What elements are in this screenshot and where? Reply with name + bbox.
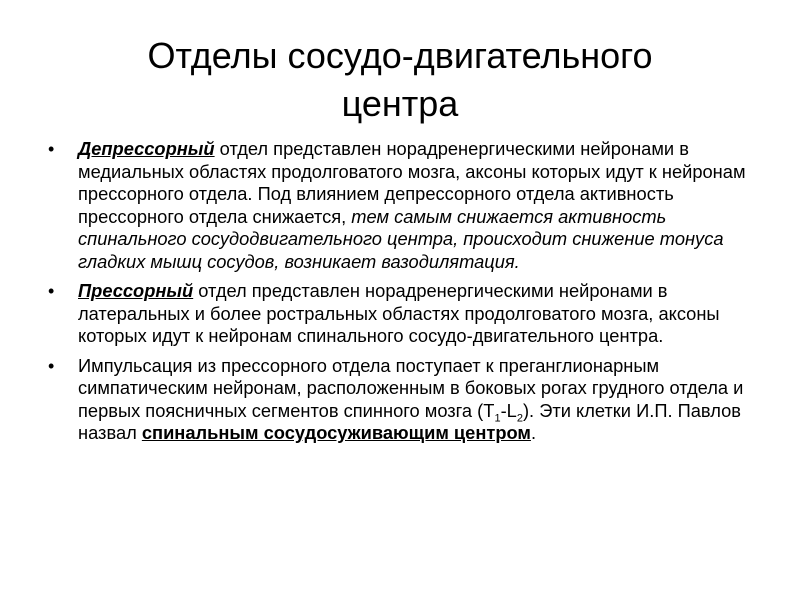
term-depressor: Депрессорный — [78, 138, 215, 159]
segment-dash: -L — [500, 399, 517, 421]
bullet-dot-icon: • — [48, 139, 55, 159]
bullet-pressor — [48, 280, 748, 348]
depressor-text: отдел представлен норадренергическими нейронами в медиальных областях продолговатого мозга, аксоны которых идут к нейронам прессорного отдела. Под влиянием депрессорного отдела активность прессорного отдела снижается, — [78, 138, 746, 227]
impulse-end: . — [530, 422, 537, 443]
impulse-text-a: Импульсация из прессорного отдела поступает к преганглионарным симпатическим нейронам, расположенным в боковых рогах грудного отдела и первых поясничных сегментов спинного мозга (Т — [78, 354, 744, 421]
bullet-dot-icon: • — [48, 355, 55, 376]
bullet-depressor — [48, 138, 748, 273]
pressor-text: отдел представлен норадренергическими нейронами в латеральных и более ростральных областях продолговатого мозга, аксоны которых идут к нейронам спинального сосудо-двигательного центра. — [78, 280, 720, 346]
bullet-dot-icon: • — [48, 281, 55, 301]
title-line-2: центра — [341, 83, 459, 124]
subscript-2: 2 — [516, 412, 523, 425]
slide-title — [60, 32, 740, 128]
term-pressor: Прессорный — [78, 280, 194, 301]
bullet-impulse — [48, 355, 748, 445]
depressor-italic-text: тем самым снижается активность спинального сосудодвигательного центра, происходит снижение тонуса гладких мышц сосудов, возникает вазодилятация. — [78, 205, 724, 272]
title-line-1: Отделы сосудо-двигательного — [147, 35, 653, 76]
subscript-1: 1 — [494, 412, 501, 425]
impulse-text-b: ). Эти клетки И.П. Павлов назвал — [78, 399, 741, 443]
spinal-center-term: спинальным сосудосуживающим центром — [141, 422, 531, 443]
bullet-list — [48, 138, 748, 452]
